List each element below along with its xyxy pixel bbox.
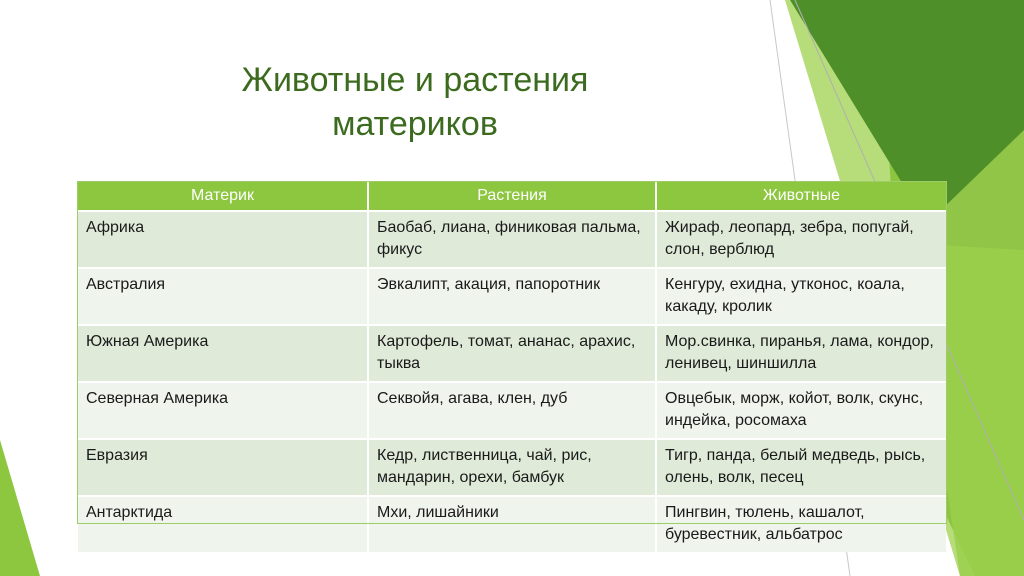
table-header-row: [78, 182, 946, 211]
cell-animals: Жираф, леопард, зебра, попугай, слон, верблюд: [656, 211, 946, 268]
table-row: [78, 211, 946, 268]
slide-title: [175, 58, 655, 146]
cell-animals: Овцебык, морж, койот, волк, скунс, индейка, росомаха: [656, 382, 946, 439]
header-animals: Животные: [656, 182, 946, 211]
continents-table: [78, 182, 946, 552]
cell-animals: Кенгуру, ехидна, утконос, коала, какаду, кролик: [656, 268, 946, 325]
table-row: [78, 325, 946, 382]
table-row: [78, 382, 946, 439]
cell-plants: Картофель, томат, ананас, арахис, тыква: [368, 325, 656, 382]
cell-animals: Пингвин, тюлень, кашалот, буревестник, альбатрос: [656, 496, 946, 552]
cell-plants: Кедр, лиственница, чай, рис, мандарин, орехи, бамбук: [368, 439, 656, 496]
slide-title-line-2: материков: [332, 105, 498, 143]
left-corner-triangle: [0, 440, 40, 576]
cell-animals: Мор.свинка, пиранья, лама, кондор, ленивец, шиншилла: [656, 325, 946, 382]
table-row: [78, 439, 946, 496]
cell-plants: Мхи, лишайники: [368, 496, 656, 552]
cell-continent: Антарктида: [78, 496, 368, 552]
cell-continent: Евразия: [78, 439, 368, 496]
cell-continent: Африка: [78, 211, 368, 268]
cell-plants: Эвкалипт, акация, папоротник: [368, 268, 656, 325]
cell-plants: Секвойя, агава, клен, дуб: [368, 382, 656, 439]
cell-animals: Тигр, панда, белый медведь, рысь, олень, волк, песец: [656, 439, 946, 496]
table-row: [78, 496, 946, 552]
header-plants: Растения: [368, 182, 656, 211]
header-continent: Материк: [78, 182, 368, 211]
cell-continent: Северная Америка: [78, 382, 368, 439]
table-row: [78, 268, 946, 325]
slide-title-line-1: Животные и растения: [241, 61, 589, 99]
cell-plants: Баобаб, лиана, финиковая пальма, фикус: [368, 211, 656, 268]
cell-continent: Южная Америка: [78, 325, 368, 382]
cell-continent: Австралия: [78, 268, 368, 325]
